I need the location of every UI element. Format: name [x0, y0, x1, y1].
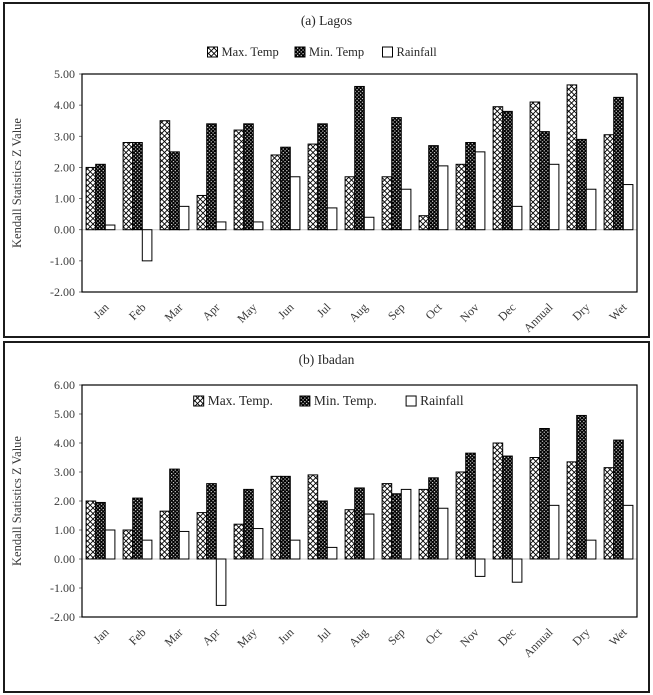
bar-rainfall: [105, 530, 115, 559]
x-tick-label: Dec: [495, 300, 519, 324]
bar-max-temp: [160, 121, 170, 230]
bar-max-temp: [530, 458, 540, 560]
bar-max-temp: [493, 107, 503, 230]
bar-min-temp: [577, 139, 587, 229]
bar-rainfall: [327, 208, 337, 230]
bar-rainfall: [438, 166, 448, 230]
bar-rainfall: [586, 540, 596, 559]
y-tick-label: 1.00: [54, 523, 75, 537]
legend-marker-icon: [300, 396, 310, 406]
bar-rainfall: [623, 505, 633, 559]
legend-label: Rainfall: [396, 45, 437, 59]
y-tick-label: 6.00: [54, 378, 75, 392]
bar-min-temp: [207, 484, 217, 559]
bar-min-temp: [614, 97, 624, 229]
y-axis-title: Kendall Statistics Z Value: [10, 436, 24, 566]
bar-max-temp: [604, 468, 614, 559]
y-axis: [50, 67, 82, 299]
y-axis-title: Kendall Statistics Z Value: [10, 118, 24, 248]
bar-min-temp: [170, 469, 180, 559]
bar-min-temp: [503, 456, 513, 559]
bar-max-temp: [197, 513, 207, 559]
bar-min-temp: [540, 132, 550, 230]
bar-min-temp: [466, 453, 476, 559]
lagos-chart-panel: [3, 2, 650, 338]
bar-rainfall: [216, 222, 226, 230]
y-tick-label: -2.00: [50, 610, 75, 624]
bar-max-temp: [345, 177, 355, 230]
bar-max-temp: [234, 524, 244, 559]
bar-min-temp: [429, 146, 439, 230]
bar-rainfall: [401, 489, 411, 559]
y-tick-label: 4.00: [54, 98, 75, 113]
bar-min-temp: [577, 415, 587, 559]
x-tick-label: Wet: [606, 300, 630, 324]
bar-rainfall: [364, 514, 374, 559]
bar-rainfall: [475, 559, 485, 576]
bar-rainfall: [142, 230, 152, 261]
chart-title-lagos: (a) Lagos: [300, 13, 353, 28]
y-tick-label: 2.00: [54, 160, 75, 175]
legend: [208, 45, 438, 59]
bar-min-temp: [96, 164, 106, 229]
bar-min-temp: [355, 86, 365, 229]
x-tick-label: Jan: [90, 625, 112, 647]
bar-max-temp: [345, 510, 355, 559]
bar-rainfall: [549, 505, 559, 559]
bar-rainfall: [290, 540, 300, 559]
x-tick-label: Dry: [569, 300, 593, 324]
y-tick-label: 2.00: [54, 494, 75, 508]
x-tick-label: Jun: [274, 300, 297, 322]
bar-rainfall: [179, 531, 189, 559]
bar-min-temp: [244, 124, 254, 230]
bar-max-temp: [86, 167, 96, 229]
bar-min-temp: [355, 488, 365, 559]
bar-max-temp: [271, 155, 281, 230]
bar-rainfall: [253, 529, 263, 559]
bar-min-temp: [318, 124, 328, 230]
bar-rainfall: [179, 206, 189, 229]
bar-max-temp: [271, 476, 281, 559]
legend-label: Min. Temp: [309, 45, 365, 59]
y-tick-label: 5.00: [54, 67, 75, 81]
bar-min-temp: [244, 489, 254, 559]
bar-max-temp: [456, 164, 466, 229]
bar-min-temp: [133, 143, 143, 230]
y-axis: [50, 378, 82, 624]
bars: [86, 85, 633, 261]
bar-max-temp: [123, 143, 133, 230]
x-axis: [90, 625, 630, 660]
x-tick-label: Apr: [199, 625, 223, 649]
ibadan-chart-canvas: [5, 369, 650, 691]
bar-rainfall: [586, 189, 596, 229]
bar-min-temp: [503, 111, 513, 229]
bar-max-temp: [160, 511, 170, 559]
x-tick-label: Annual: [520, 625, 556, 661]
bar-max-temp: [86, 501, 96, 559]
x-tick-label: Sep: [384, 625, 408, 648]
x-tick-label: Sep: [384, 300, 408, 323]
bar-min-temp: [96, 502, 106, 559]
bar-max-temp: [382, 177, 392, 230]
x-tick-label: Apr: [199, 300, 223, 324]
y-tick-label: -1.00: [50, 253, 75, 268]
legend-marker-icon: [194, 396, 204, 406]
y-tick-label: 3.00: [54, 465, 75, 479]
bar-max-temp: [493, 443, 503, 559]
y-tick-label: -2.00: [50, 285, 75, 299]
legend-marker-icon: [208, 47, 218, 57]
bar-max-temp: [197, 195, 207, 229]
bar-rainfall: [549, 164, 559, 229]
bar-min-temp: [318, 501, 328, 559]
bar-rainfall: [512, 206, 522, 229]
legend-label: Min. Temp.: [313, 393, 377, 408]
bar-min-temp: [392, 494, 402, 559]
bar-max-temp: [419, 216, 429, 230]
x-tick-label: May: [234, 625, 260, 651]
bar-max-temp: [530, 102, 540, 230]
x-tick-label: May: [234, 300, 260, 326]
bar-min-temp: [614, 440, 624, 559]
x-tick-label: Feb: [125, 300, 149, 323]
bar-min-temp: [281, 476, 291, 559]
bar-min-temp: [170, 152, 180, 230]
bar-max-temp: [604, 135, 614, 230]
y-tick-label: 0.00: [54, 222, 75, 237]
y-tick-label: 1.00: [54, 191, 75, 206]
bar-rainfall: [364, 217, 374, 229]
x-tick-label: Aug: [346, 625, 371, 650]
bar-rainfall: [475, 152, 485, 230]
y-tick-label: 4.00: [54, 436, 75, 450]
y-tick-label: 3.00: [54, 129, 75, 144]
y-tick-label: 5.00: [54, 407, 75, 421]
bar-rainfall: [253, 222, 263, 230]
bar-min-temp: [392, 118, 402, 230]
x-tick-label: Nov: [457, 625, 482, 650]
legend-marker-icon: [406, 396, 416, 406]
bar-rainfall: [512, 559, 522, 582]
bar-max-temp: [419, 489, 429, 559]
bar-max-temp: [308, 144, 318, 230]
bar-min-temp: [540, 429, 550, 560]
legend-label: Max. Temp: [221, 45, 279, 59]
legend-marker-icon: [383, 47, 393, 57]
chart-title-ibadan: (b) Ibadan: [298, 352, 355, 367]
x-tick-label: Annual: [520, 300, 556, 336]
x-tick-label: Aug: [346, 300, 371, 325]
bar-rainfall: [327, 547, 337, 559]
bar-max-temp: [567, 462, 577, 559]
x-tick-label: Jun: [274, 625, 297, 647]
bar-rainfall: [623, 185, 633, 230]
bar-min-temp: [207, 124, 217, 230]
lagos-chart-canvas: [5, 30, 650, 336]
x-tick-label: Dec: [495, 625, 519, 649]
y-tick-label: 0.00: [54, 552, 75, 566]
y-tick-label: -1.00: [50, 581, 75, 595]
x-tick-label: Dry: [569, 625, 593, 649]
legend-label: Max. Temp.: [207, 393, 273, 408]
bar-min-temp: [281, 147, 291, 230]
bar-min-temp: [133, 498, 143, 559]
bar-max-temp: [567, 85, 577, 230]
bar-min-temp: [429, 478, 439, 559]
x-tick-label: Oct: [422, 625, 445, 648]
bar-rainfall: [290, 177, 300, 230]
x-tick-label: Wet: [606, 625, 630, 649]
bar-rainfall: [438, 508, 448, 559]
x-axis: [90, 300, 630, 335]
bars: [86, 415, 633, 605]
bar-max-temp: [456, 472, 466, 559]
bar-max-temp: [123, 530, 133, 559]
bar-min-temp: [466, 143, 476, 230]
bar-max-temp: [308, 475, 318, 559]
x-tick-label: Oct: [422, 300, 445, 323]
bar-rainfall: [105, 225, 115, 230]
x-tick-label: Mar: [161, 625, 186, 650]
legend-marker-icon: [295, 47, 305, 57]
bar-max-temp: [234, 130, 244, 230]
ibadan-chart-panel: [3, 341, 650, 693]
legend-label: Rainfall: [420, 393, 464, 408]
x-tick-label: Feb: [125, 625, 149, 648]
bar-rainfall: [142, 540, 152, 559]
x-tick-label: Jul: [313, 300, 334, 321]
x-tick-label: Mar: [161, 300, 186, 325]
bar-rainfall: [216, 559, 226, 605]
x-tick-label: Jul: [313, 625, 334, 646]
bar-max-temp: [382, 484, 392, 559]
bar-rainfall: [401, 189, 411, 229]
legend: [194, 393, 464, 408]
x-tick-label: Jan: [90, 300, 112, 322]
x-tick-label: Nov: [457, 300, 482, 325]
